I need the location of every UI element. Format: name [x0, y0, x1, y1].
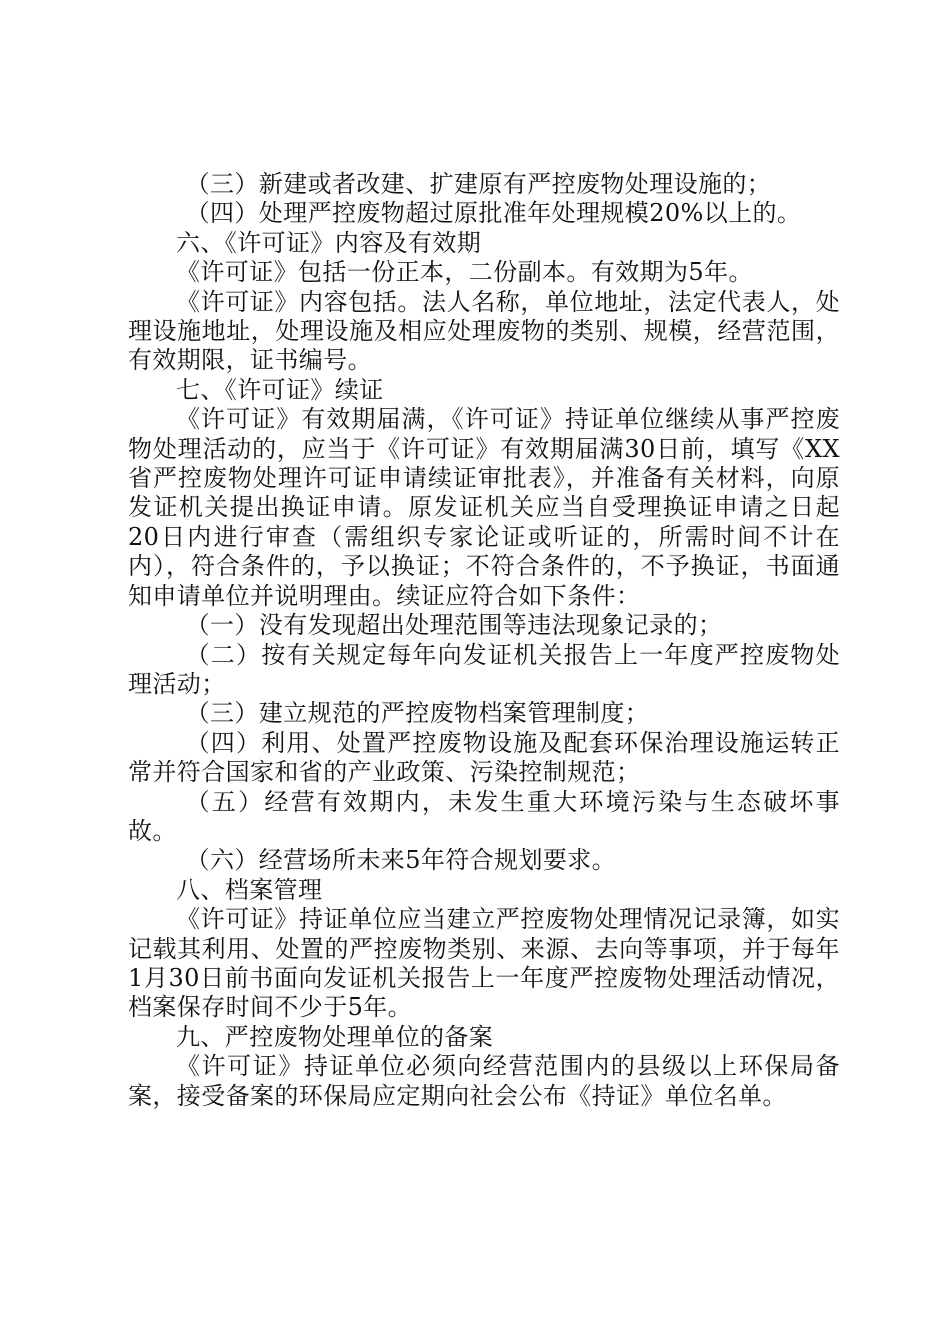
paragraph-item-1: （一）没有发现超出处理范围等违法现象记录的；: [185, 611, 723, 640]
section-heading-7: 七、《许可证》续证: [176, 375, 384, 404]
paragraph-body: 《许可证》有效期届满，《许可证》持证单位继续从事严控废物处理活动的，应当于《许可证》有效期届满30日前，填写《XX省严控废物处理许可证申请续证审批表》，并准备有关材料，向原发证机关提出换证申请。原发证机关应当自受理换证申请之日起20日内进行审查（需组织专家论证或听证的，所需时间不计在内），符合条件的，予以换证；不符合条件的，不予换证，书面通知申请单位并说明理由。续证应符合如下条件：: [128, 405, 840, 610]
paragraph-body: 《许可证》持证单位必须向经营范围内的县级以上环保局备案，接受备案的环保局应定期向社会公布《持证》单位名单。: [128, 1052, 840, 1110]
paragraph-body: 《许可证》内容包括。法人名称，单位地址，法定代表人，处理设施地址，处理设施及相应处理废物的类别、规模，经营范围，有效期限，证书编号。: [128, 287, 840, 375]
paragraph-body: 《许可证》持证单位应当建立严控废物处理情况记录簿，如实记载其利用、处置的严控废物类别、来源、去向等事项，并于每年1月30日前书面向发证机关报告上一年度严控废物处理活动情况，档案保存时间不少于5年。: [128, 905, 840, 1022]
section-heading-9: 九、严控废物处理单位的备案: [176, 1022, 494, 1051]
paragraph-item-5: （五）经营有效期内，未发生重大环境污染与生态破坏事故。: [128, 787, 840, 845]
paragraph-item-4: （四）利用、处置严控废物设施及配套环保治理设施运转正常并符合国家和省的产业政策、污染控制规范；: [128, 728, 840, 787]
section-heading-8: 八、档案管理: [176, 875, 323, 904]
paragraph-item-3: （三）新建或者改建、扩建原有严控废物处理设施的；: [185, 170, 772, 198]
paragraph-item-2: （二）按有关规定每年向发证机关报告上一年度严控废物处理活动；: [128, 640, 840, 698]
document-body: [128, 170, 840, 1111]
section-heading-6: 六、《许可证》内容及有效期: [176, 228, 482, 257]
paragraph-body: 《许可证》包括一份正本，二份副本。有效期为5年。: [176, 258, 753, 287]
paragraph-item-4: （四）处理严控废物超过原批准年处理规模20%以上的。: [185, 199, 802, 228]
paragraph-item-6: （六）经营场所未来5年符合规划要求。: [185, 846, 617, 875]
paragraph-item-3: （三）建立规范的严控废物档案管理制度；: [185, 699, 650, 728]
